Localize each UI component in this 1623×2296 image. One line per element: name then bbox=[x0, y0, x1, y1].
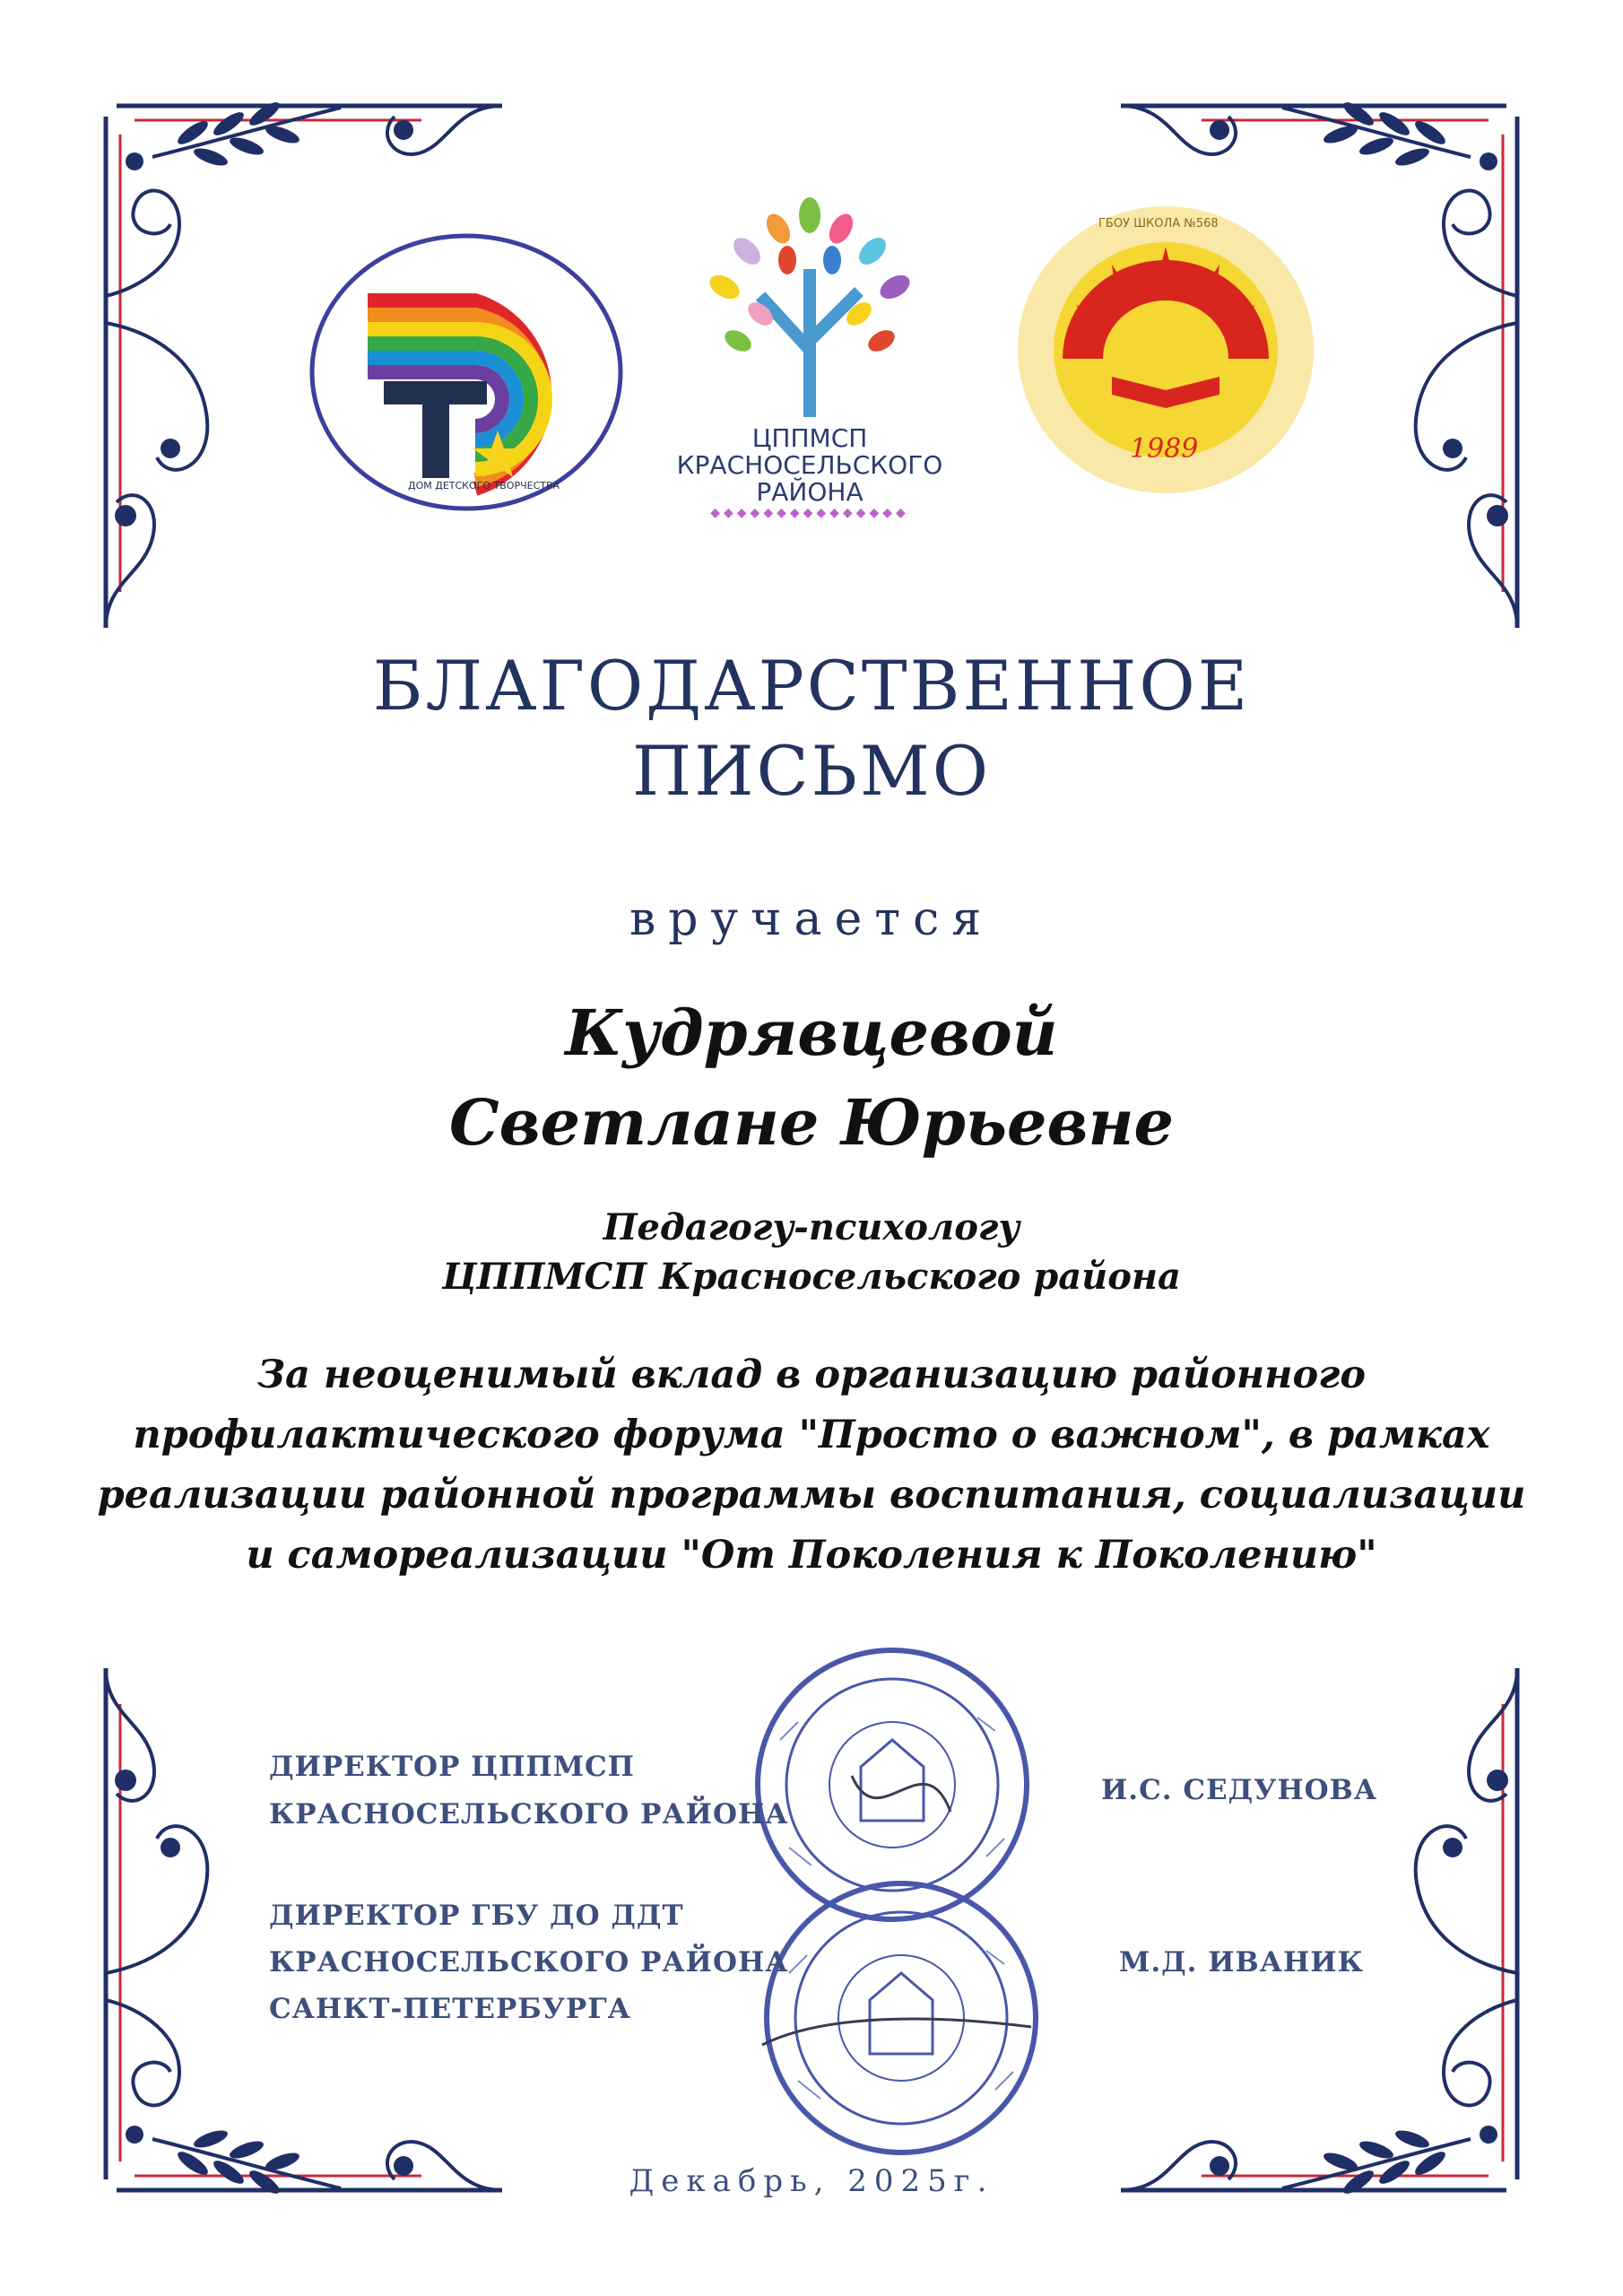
sig1-title-line1: ДИРЕКТОР ЦППМСП bbox=[269, 1751, 635, 1783]
recipient-line1: Кудрявцевой bbox=[565, 996, 1058, 1070]
position-line2: ЦППМСП Красносельского района bbox=[442, 1256, 1181, 1298]
cppmsp-line1: ЦППМСП bbox=[751, 423, 868, 453]
title-line2: ПИСЬМО bbox=[631, 731, 992, 811]
reason-line1: За неоценимый вклад в организацию районного bbox=[256, 1352, 1367, 1397]
school-top: ГБОУ ШКОЛА №568 bbox=[1098, 217, 1219, 230]
school-logo bbox=[1013, 202, 1318, 498]
cppmsp-line2: КРАСНОСЕЛЬСКОГО bbox=[676, 450, 943, 480]
sig2-title-line3: САНКТ-ПЕТЕРБУРГА bbox=[269, 1993, 631, 2025]
sig1-title-line2: КРАСНОСЕЛЬСКОГО РАЙОНА bbox=[269, 1798, 789, 1831]
sig1-name: И.С. СЕДУНОВА bbox=[1101, 1774, 1378, 1806]
sig2-name: М.Д. ИВАНИК bbox=[1119, 1946, 1364, 1979]
school-year: 1989 bbox=[1130, 433, 1199, 465]
recipient-line2: Светлане Юрьевне bbox=[448, 1085, 1175, 1160]
issue-date: Декабрь, 2025г. bbox=[629, 2163, 994, 2199]
cppmsp-logo bbox=[653, 197, 967, 520]
awarded-text: вручается bbox=[629, 892, 994, 946]
position-line1: Педагогу-психологу bbox=[603, 1206, 1020, 1248]
sig2-title-line2: КРАСНОСЕЛЬСКОГО РАЙОНА bbox=[269, 1946, 789, 1979]
sig2-title-line1: ДИРЕКТОР ГБУ ДО ДДТ bbox=[269, 1900, 684, 1932]
title-line1: БЛАГОДАРСТВЕННОЕ bbox=[372, 646, 1251, 726]
stamp-seals bbox=[744, 1632, 1040, 2170]
ddt-caption: ДОМ ДЕТСКОГО ТВОРЧЕСТВА bbox=[408, 480, 560, 491]
ddt-logo bbox=[305, 229, 628, 516]
cppmsp-line3: РАЙОНА bbox=[756, 477, 864, 507]
cppmsp-dots: ◆◆◆◆◆◆◆◆◆◆◆◆◆◆◆ bbox=[710, 506, 909, 520]
reason-line2: профилактического форума "Просто о важном", в рамках bbox=[133, 1413, 1490, 1457]
reason-line4: и самореализации "От Поколения к Поколению" bbox=[246, 1533, 1377, 1578]
reason-line3: реализации районной программы воспитания, социализации bbox=[97, 1473, 1526, 1518]
